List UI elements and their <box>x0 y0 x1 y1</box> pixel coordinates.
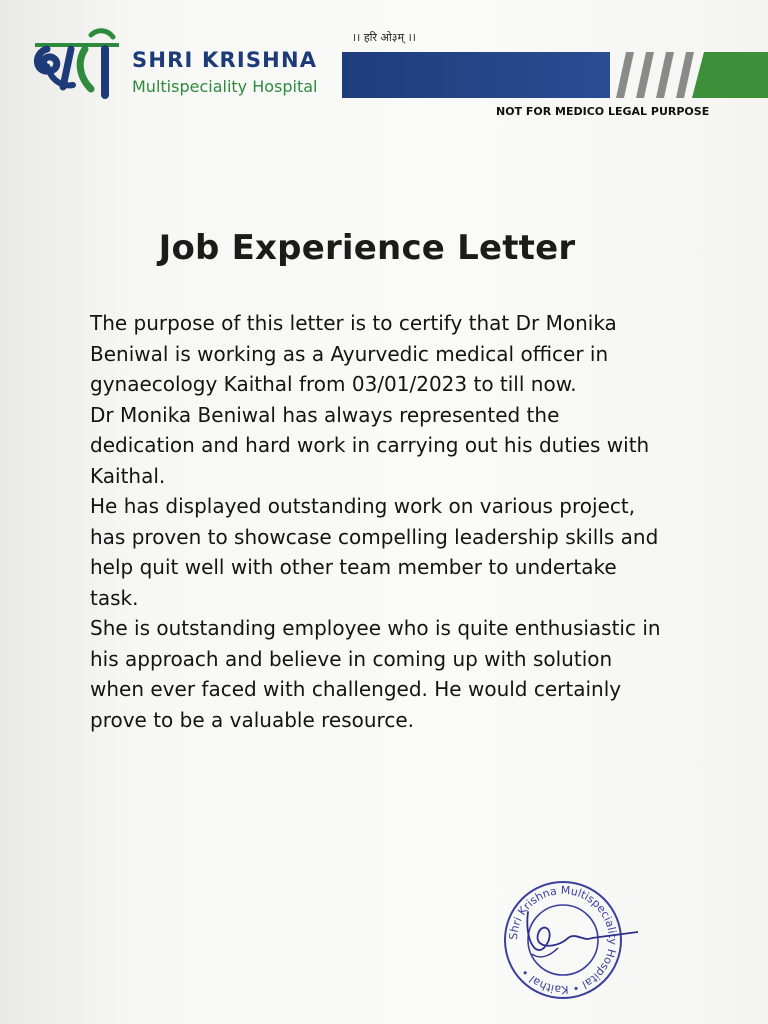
letter-line: Dr Monika Beniwal has always represented the <box>90 402 560 427</box>
letter-line: when ever faced with challenged. He would certainly <box>90 677 622 701</box>
stamp-ring-text: Shri Krishna Multispeciality Hospital • Kaithal • <box>506 883 620 997</box>
hospital-subtitle: Multispeciality Hospital <box>132 77 318 96</box>
hospital-name: SHRI KRISHNA <box>132 48 318 72</box>
invocation-text: ।। हरि ओ३म् ।। <box>352 31 416 44</box>
letter-line: The purpose of this letter is to certify that Dr Monika <box>90 311 617 335</box>
letter-body <box>90 308 690 735</box>
notice-text: NOT FOR MEDICO LEGAL PURPOSE <box>496 105 710 118</box>
letter-line: his approach and believe in coming up with solution <box>90 646 613 671</box>
letter-line: dedication and hard work in carrying out his duties with <box>90 433 650 457</box>
letter-title: Job Experience Letter <box>158 228 576 268</box>
letter-line: He has displayed outstanding work on various project, <box>90 494 636 518</box>
letter-line: gynaecology Kaithal from 03/01/2023 to till now. <box>90 372 577 396</box>
shri-logo-icon <box>33 27 123 99</box>
signature-stamp-icon <box>488 872 638 1012</box>
letter-line: task. <box>90 585 139 610</box>
header-band <box>342 52 768 98</box>
letter-line: Kaithal. <box>90 463 166 488</box>
letter-line: help quit well with other team member to undertake <box>90 555 617 579</box>
letter-line: Beniwal is working as a Ayurvedic medical officer in <box>90 341 609 366</box>
letter-line: She is outstanding employee who is quite enthusiastic in <box>90 616 661 640</box>
letter-line: has proven to showcase compelling leadership skills and <box>90 524 659 549</box>
letter-line: prove to be a valuable resource. <box>90 707 414 732</box>
